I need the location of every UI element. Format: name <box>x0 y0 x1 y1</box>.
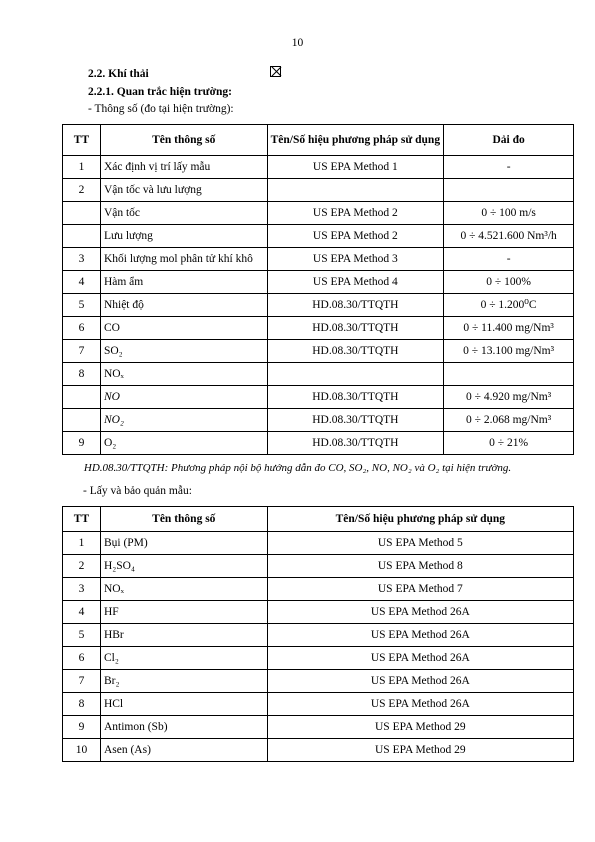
param-name: Lưu lượng <box>100 225 267 248</box>
header-range: Dải đo <box>444 125 574 156</box>
table-row <box>63 225 574 248</box>
param-name: Khối lượng mol phân tử khí khô <box>100 248 267 271</box>
header-param-name: Tên thông số <box>100 125 267 156</box>
row-number <box>63 225 101 248</box>
param-name: CO <box>100 317 267 340</box>
method-name: US EPA Method 26A <box>267 670 573 693</box>
method-name: US EPA Method 3 <box>267 248 444 271</box>
table-row <box>63 202 574 225</box>
table-row <box>63 294 574 317</box>
param-name: Vận tốc và lưu lượng <box>100 179 267 202</box>
row-number: 3 <box>63 248 101 271</box>
param-name: HCl <box>100 693 267 716</box>
param-name: Asen (As) <box>100 739 267 762</box>
row-number: 7 <box>63 340 101 363</box>
param-name: Xác định vị trí lấy mẫu <box>100 156 267 179</box>
param-name: NOₓ <box>100 578 267 601</box>
row-number: 5 <box>63 294 101 317</box>
row-number: 4 <box>63 601 101 624</box>
measure-range: - <box>444 248 574 271</box>
measure-range: 0 ÷ 2.068 mg/Nm³ <box>444 409 574 432</box>
table-row <box>63 317 574 340</box>
table-row <box>63 432 574 455</box>
header-method: Tên/Số hiệu phương pháp sử dụng <box>267 507 573 532</box>
table-row <box>63 409 574 432</box>
method-name: US EPA Method 5 <box>267 532 573 555</box>
sampling-table <box>62 506 574 762</box>
table-row <box>63 179 574 202</box>
row-number: 4 <box>63 271 101 294</box>
measure-range: 0 ÷ 21% <box>444 432 574 455</box>
table-row <box>63 271 574 294</box>
row-number <box>63 409 101 432</box>
table-row <box>63 363 574 386</box>
method-name: US EPA Method 1 <box>267 156 444 179</box>
method-name: US EPA Method 26A <box>267 647 573 670</box>
row-number: 5 <box>63 624 101 647</box>
row-number <box>63 386 101 409</box>
table-row <box>63 693 574 716</box>
method-name: US EPA Method 29 <box>267 716 573 739</box>
method-name: HD.08.30/TTQTH <box>267 317 444 340</box>
row-number: 2 <box>63 555 101 578</box>
row-number: 1 <box>63 156 101 179</box>
method-name: HD.08.30/TTQTH <box>267 294 444 317</box>
row-number: 6 <box>63 647 101 670</box>
table-row <box>63 156 574 179</box>
param-name: O₂ <box>100 432 267 455</box>
method-name: US EPA Method 2 <box>267 202 444 225</box>
row-number: 3 <box>63 578 101 601</box>
row-number: 2 <box>63 179 101 202</box>
method-name: US EPA Method 29 <box>267 739 573 762</box>
measure-range: 0 ÷ 11.400 mg/Nm³ <box>444 317 574 340</box>
method-name <box>267 179 444 202</box>
method-name: HD.08.30/TTQTH <box>267 432 444 455</box>
table-row <box>63 739 574 762</box>
row-number: 8 <box>63 363 101 386</box>
param-name: Cl₂ <box>100 647 267 670</box>
row-number: 10 <box>63 739 101 762</box>
param-name: HBr <box>100 624 267 647</box>
measure-range: 0 ÷ 1.200⁰C <box>444 294 574 317</box>
measure-range: 0 ÷ 4.521.600 Nm³/h <box>444 225 574 248</box>
method-name: US EPA Method 8 <box>267 555 573 578</box>
table-row <box>63 624 574 647</box>
table-row <box>63 578 574 601</box>
row-number <box>63 202 101 225</box>
param-name: Nhiệt độ <box>100 294 267 317</box>
table-row <box>63 386 574 409</box>
header-param-name: Tên thông số <box>100 507 267 532</box>
method-name: HD.08.30/TTQTH <box>267 409 444 432</box>
method-name: HD.08.30/TTQTH <box>267 340 444 363</box>
header-tt: TT <box>63 125 101 156</box>
method-name: US EPA Method 2 <box>267 225 444 248</box>
sampling-label: - Lấy và bảo quản mẫu: <box>83 485 192 497</box>
measure-range <box>444 363 574 386</box>
measure-range: 0 ÷ 100 m/s <box>444 202 574 225</box>
table-row <box>63 555 574 578</box>
measure-range: - <box>444 156 574 179</box>
param-name: NOₓ <box>100 363 267 386</box>
table-row <box>63 248 574 271</box>
param-name: Br₂ <box>100 670 267 693</box>
row-number: 9 <box>63 716 101 739</box>
method-name <box>267 363 444 386</box>
param-name: Antimon (Sb) <box>100 716 267 739</box>
method-name: US EPA Method 4 <box>267 271 444 294</box>
header-method: Tên/Số hiệu phương pháp sử dụng <box>267 125 444 156</box>
row-number: 7 <box>63 670 101 693</box>
page-number: 10 <box>291 37 304 49</box>
param-name: Hàm ẩm <box>100 271 267 294</box>
params-label: - Thông số (đo tại hiện trường): <box>88 103 234 115</box>
table-row <box>63 532 574 555</box>
method-note: HD.08.30/TTQTH: Phương pháp nội bộ hướng dẫn đo CO, SO₂, NO, NO₂ và O₂ tại hiện trường. <box>83 462 512 474</box>
method-name: US EPA Method 7 <box>267 578 573 601</box>
param-name: NO <box>100 386 267 409</box>
method-name: US EPA Method 26A <box>267 624 573 647</box>
row-number: 8 <box>63 693 101 716</box>
table-row <box>63 647 574 670</box>
measure-range: 0 ÷ 100% <box>444 271 574 294</box>
param-name: SO₂ <box>100 340 267 363</box>
method-name: US EPA Method 26A <box>267 601 573 624</box>
table-row <box>63 340 574 363</box>
param-name: Bụi (PM) <box>100 532 267 555</box>
field-measurement-table <box>62 124 574 455</box>
method-name: HD.08.30/TTQTH <box>267 386 444 409</box>
row-number: 1 <box>63 532 101 555</box>
param-name: NO₂ <box>100 409 267 432</box>
param-name: HF <box>100 601 267 624</box>
crossed-box-icon <box>270 66 281 77</box>
row-number: 6 <box>63 317 101 340</box>
param-name: Vận tốc <box>100 202 267 225</box>
row-number: 9 <box>63 432 101 455</box>
measure-range: 0 ÷ 13.100 mg/Nm³ <box>444 340 574 363</box>
subsection-heading: 2.2.1. Quan trắc hiện trường: <box>88 86 232 98</box>
measure-range <box>444 179 574 202</box>
section-heading: 2.2. Khí thải <box>88 68 149 80</box>
table-row <box>63 716 574 739</box>
measure-range: 0 ÷ 4.920 mg/Nm³ <box>444 386 574 409</box>
header-tt: TT <box>63 507 101 532</box>
table-row <box>63 601 574 624</box>
param-name: H₂SO₄ <box>100 555 267 578</box>
table-row <box>63 670 574 693</box>
method-name: US EPA Method 26A <box>267 693 573 716</box>
